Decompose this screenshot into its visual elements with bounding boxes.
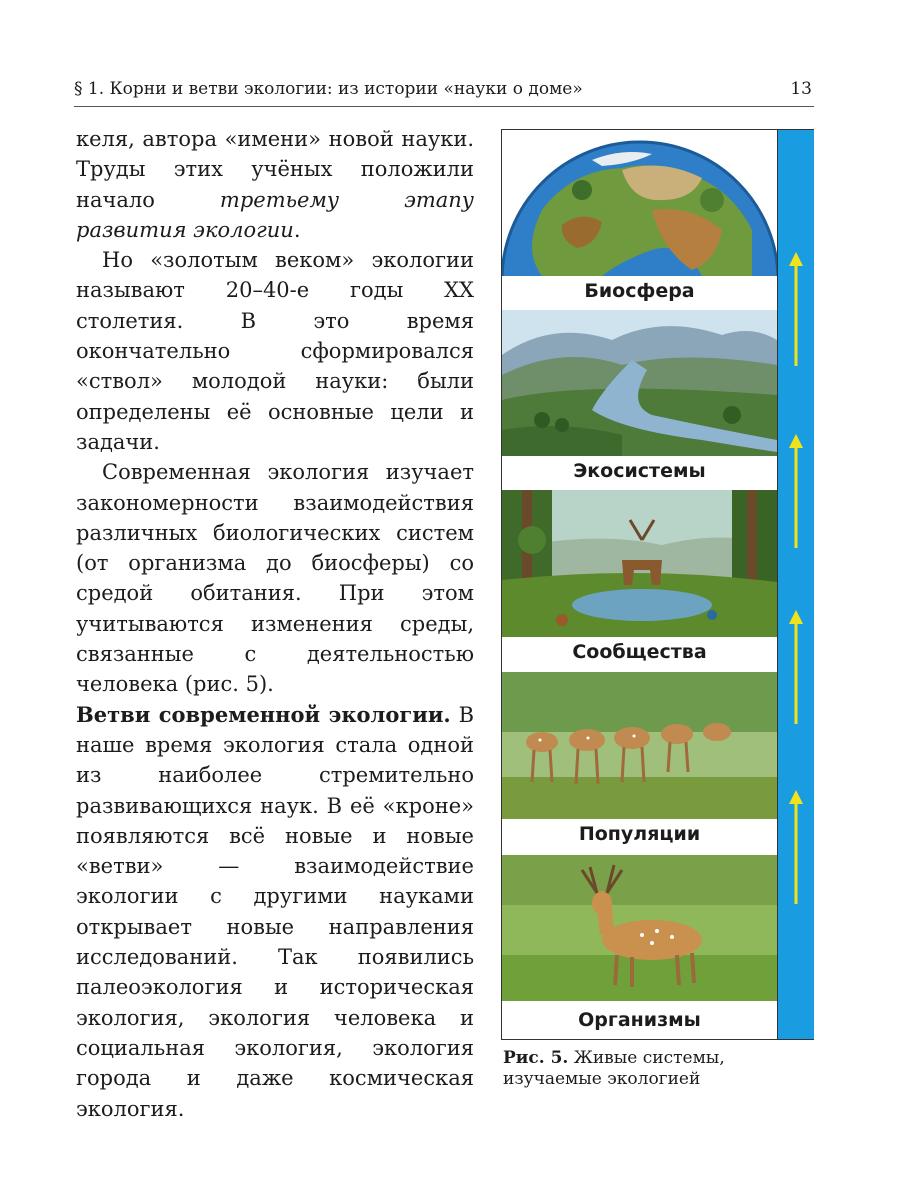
running-head-title: § 1. Корни и ветви экологии: из истории «науки о доме» bbox=[74, 79, 583, 99]
figure-living-systems bbox=[501, 129, 814, 1040]
panel-ecosystems bbox=[502, 310, 777, 491]
label-populations: Популяции bbox=[578, 823, 701, 845]
label-organisms: Организмы bbox=[578, 1009, 701, 1031]
arrow-up-icon bbox=[787, 788, 805, 904]
emphasis-third-stage: третьему этапу развития экологии bbox=[76, 187, 474, 242]
page-number: 13 bbox=[790, 79, 812, 99]
level-progression-bar bbox=[777, 130, 814, 1039]
figure-caption bbox=[503, 1048, 823, 1090]
globe-image bbox=[502, 130, 777, 276]
panel-biosphere bbox=[502, 130, 777, 311]
body-text bbox=[76, 124, 474, 1124]
figure-caption-label: Рис. 5. bbox=[503, 1048, 569, 1068]
header-rule bbox=[74, 106, 814, 107]
forest-community-image bbox=[502, 490, 777, 637]
arrow-up-icon bbox=[787, 432, 805, 548]
label-communities: Сообщества bbox=[572, 641, 707, 663]
deer-herd-image bbox=[502, 672, 777, 819]
running-head bbox=[74, 78, 814, 100]
paragraph-2: Но «золотым веком» экологии называют 20–40-е годы XX столетия. В это время окончательно сформировался «ствол» молодой науки: были определены её основные цели и задачи. bbox=[76, 248, 474, 454]
single-deer-image bbox=[502, 855, 777, 1001]
river-valley-image bbox=[502, 310, 777, 456]
panel-organisms bbox=[502, 855, 777, 1039]
paragraph-3: Современная экология изучает закономерности взаимодействия различных биологических систем (от организма до биосферы) со средой обитания. При этом учитываются изменения среды, связанные с деятельностью человека (рис. 5). bbox=[76, 460, 474, 697]
paragraph-4: Ветви современной экологии. В наше время экология стала одной из наиболее стремительно развивающихся наук. В её «кроне» появляются всё новые и новые «ветви» — взаимодействие экологии с другими науками открывает новые направления исследований. Так появились палеоэкология и историческая экология, экология человека и социальная экология, экология города и даже космическая экология. bbox=[76, 701, 474, 1121]
label-biosphere: Биосфера bbox=[584, 280, 695, 302]
panel-communities bbox=[502, 490, 777, 673]
arrow-up-icon bbox=[787, 608, 805, 724]
label-ecosystems: Экосистемы bbox=[573, 460, 706, 482]
section-heading-branches: Ветви современной экологии. bbox=[76, 701, 451, 727]
panel-populations bbox=[502, 672, 777, 856]
arrow-up-icon bbox=[787, 250, 805, 366]
figure-caption-text: Живые системы, изучаемые экологией bbox=[503, 1048, 725, 1089]
paragraph-1: келя, автора «имени» новой науки. Труды этих учёных положили начало третьему этапу развития экологии. bbox=[76, 127, 474, 242]
